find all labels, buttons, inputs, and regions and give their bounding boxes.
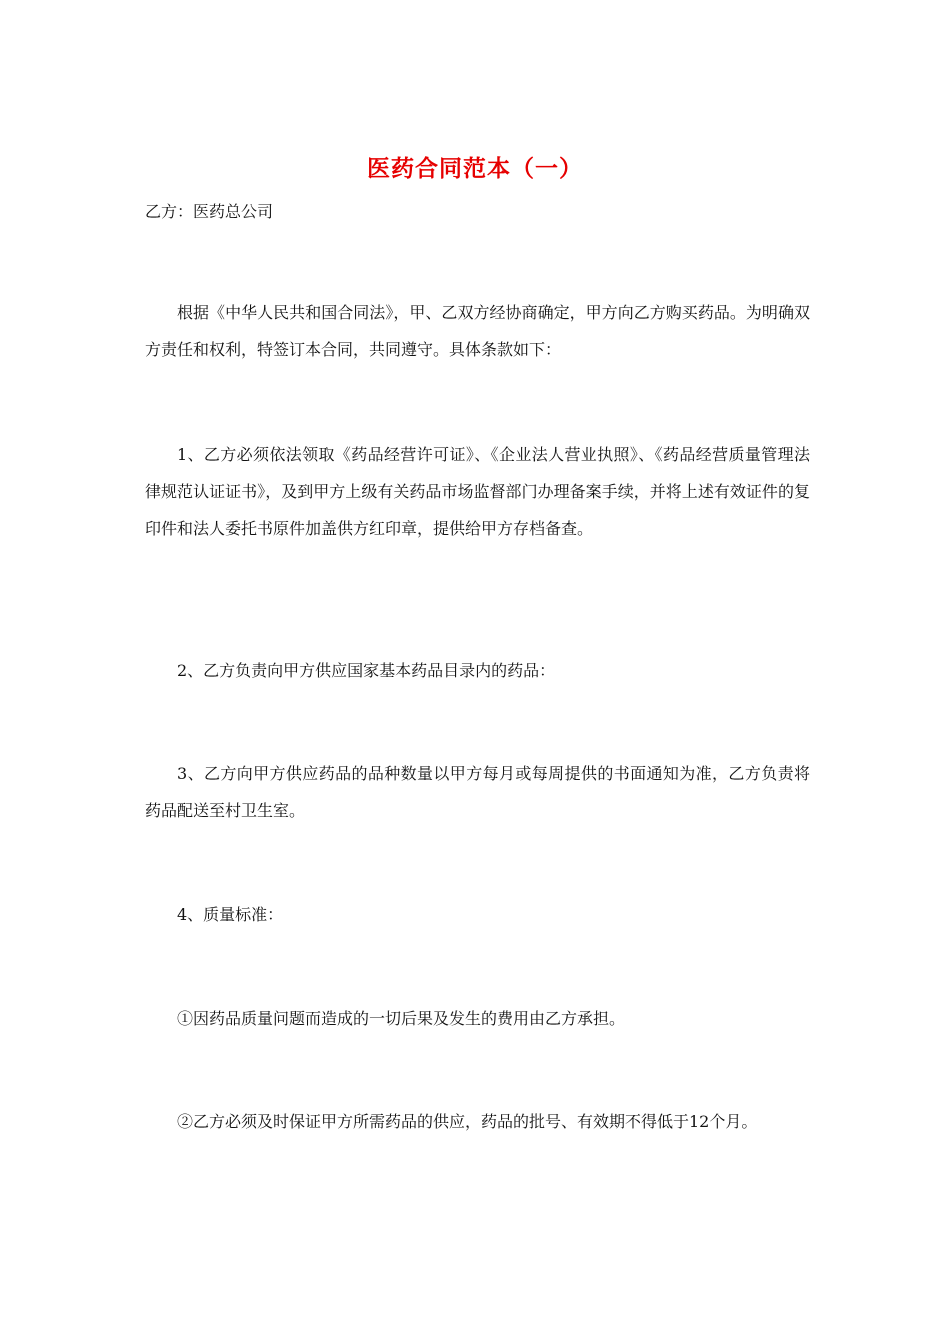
intro-paragraph: 根据《中华人民共和国合同法》，甲、乙双方经协商确定，甲方向乙方购买药品。为明确双方责任和权利，特签订本合同，共同遵守。具体条款如下：: [145, 303, 810, 359]
party-b-line: 乙方：医药总公司: [145, 202, 274, 221]
clause-4-item-2: ②乙方必须及时保证甲方所需药品的供应，药品的批号、有效期不得低于12个月。: [177, 1112, 758, 1131]
clause-2: 2、乙方负责向甲方供应国家基本药品目录内的药品：: [177, 661, 556, 680]
clause-3: 3、乙方向甲方供应药品的品种数量以甲方每月或每周提供的书面通知为准，乙方负责将药品配送至村卫生室。: [145, 764, 810, 820]
clause-4-item-1: ①因药品质量问题而造成的一切后果及发生的费用由乙方承担。: [177, 1009, 626, 1028]
clause-1: 1、乙方必须依法领取《药品经营许可证》、《企业法人营业执照》、《药品经营质量管理法律规范认证证书》，及到甲方上级有关药品市场监督部门办理备案手续，并将上述有效证件的复印件和法人委托书原件加盖供方红印章，提供给甲方存档备查。: [145, 445, 810, 538]
clause-4-heading: 4、质量标准：: [177, 905, 284, 924]
document-title: 医药合同范本（一）: [367, 155, 583, 182]
